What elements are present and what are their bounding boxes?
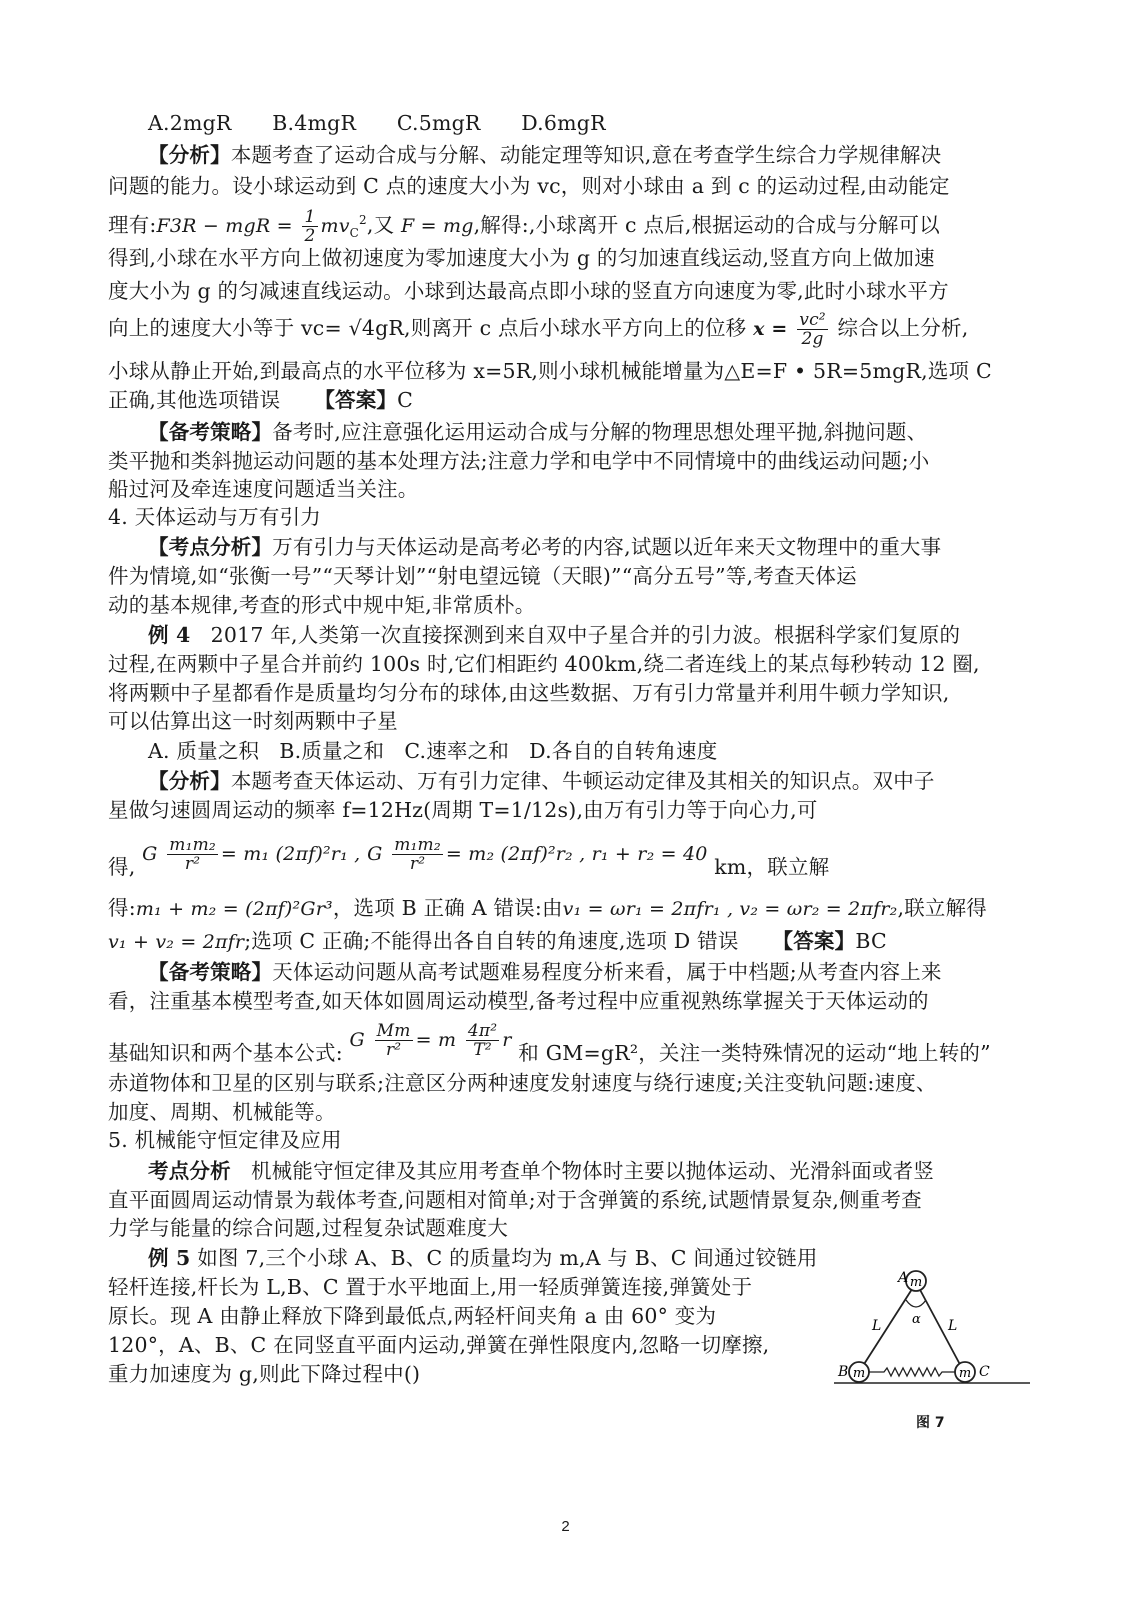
option-a: A.2mgR bbox=[148, 111, 232, 135]
fraction bbox=[375, 1022, 413, 1059]
fraction-numerator: m₁m₂ bbox=[169, 835, 216, 855]
analysis-line bbox=[108, 277, 949, 305]
equation: x = bbox=[753, 318, 788, 340]
analysis-line bbox=[148, 141, 941, 169]
superscript: 2 bbox=[359, 213, 367, 227]
fraction bbox=[797, 311, 828, 348]
equation-line bbox=[108, 835, 830, 879]
equation: G bbox=[142, 843, 158, 865]
answer-value: BC bbox=[855, 929, 887, 953]
analysis-text: 本题考查天体运动、万有引力定律、牛顿运动定律及其相关的知识点。双中子 bbox=[230, 769, 935, 793]
example-line bbox=[108, 1360, 420, 1388]
example-line bbox=[108, 1302, 716, 1330]
analysis-text: ,联立解得 bbox=[897, 896, 988, 920]
fraction bbox=[466, 1022, 499, 1059]
keypoint-line bbox=[108, 562, 857, 590]
strategy-text: 加度、周期、机械能等。 bbox=[108, 1100, 336, 1124]
example-text: 原长。现 A 由静止释放下降到最低点,两轻杆间夹角 a 由 60° 变为 bbox=[108, 1304, 717, 1328]
options-line bbox=[148, 109, 606, 137]
equation-prefix: 得, bbox=[108, 855, 136, 879]
analysis-line bbox=[148, 767, 935, 795]
equation: v₁ + v₂ = 2πfr bbox=[108, 931, 245, 953]
equation: F = mg bbox=[401, 214, 474, 237]
fraction-denominator: r² bbox=[184, 854, 201, 874]
fraction-numerator: 4π² bbox=[467, 1021, 498, 1041]
equation-line bbox=[108, 927, 887, 956]
analysis-equation-line bbox=[108, 206, 940, 247]
fraction-numerator: m₁m₂ bbox=[394, 835, 441, 855]
analysis-line bbox=[108, 244, 935, 272]
section-heading: 4. 天体运动与万有引力 bbox=[108, 505, 321, 529]
equation: mv bbox=[320, 214, 350, 237]
example-text: 120°，A、B、C 在同竖直平面内运动,弹簧在弹性限度内,忽略一切摩擦, bbox=[108, 1333, 770, 1357]
fraction bbox=[167, 836, 218, 873]
equation: m₁ + m₂ = (2πf)²Gr³ bbox=[135, 898, 333, 920]
keypoint-line bbox=[108, 591, 535, 619]
keypoint-tag: 考点分析 bbox=[148, 1159, 231, 1183]
fraction-denominator: r² bbox=[409, 854, 426, 874]
analysis-text: 得到,小球在水平方向上做初速度为零加速度大小为 g 的匀加速直线运动,竖直方向上做加速 bbox=[108, 246, 935, 270]
example-text: 过程,在两颗中子星合并前约 100s 时,它们相距约 400km,绕二者连线上的某点每秒转动 12 圈, bbox=[108, 652, 980, 676]
keypoint-text: 机械能守恒定律及其应用考查单个物体时主要以抛体运动、光滑斜面或者竖 bbox=[250, 1159, 935, 1183]
analysis-line bbox=[108, 796, 818, 824]
equation-line bbox=[108, 894, 987, 923]
keypoint-line bbox=[148, 1157, 934, 1185]
example-tag: 例 5 bbox=[148, 1246, 191, 1270]
equation-suffix: km，联立解 bbox=[714, 855, 830, 879]
analysis-answer-line bbox=[108, 386, 413, 414]
equation: = m₁ (2πf)²r₁ , bbox=[220, 843, 361, 865]
label-rod-left: L bbox=[872, 1318, 882, 1334]
example-text: 轻杆连接,杆长为 L,B、C 置于水平地面上,用一轻质弹簧连接,弹簧处于 bbox=[108, 1275, 753, 1299]
example-tag: 例 4 bbox=[148, 623, 191, 647]
fraction bbox=[392, 836, 443, 873]
example-text: 可以估算出这一时刻两颗中子星 bbox=[108, 709, 398, 733]
keypoint-text: 动的基本规律,考查的形式中规中矩,非常质朴。 bbox=[108, 593, 536, 617]
analysis-text: 理有: bbox=[108, 212, 157, 237]
strategy-formula-line bbox=[108, 1021, 991, 1065]
equation: F3R − mgR = bbox=[156, 214, 293, 237]
analysis-text: 度大小为 g 的匀减速直线运动。小球到达最高点即小球的竖直方向速度为零,此时小球水平方 bbox=[108, 279, 949, 303]
fraction bbox=[302, 208, 317, 245]
figure-7-diagram bbox=[832, 1270, 1032, 1430]
equation: G bbox=[349, 1029, 365, 1051]
fraction-denominator: r² bbox=[385, 1040, 402, 1060]
ball-c-mass: m bbox=[958, 1366, 972, 1381]
answer-value: C bbox=[397, 388, 414, 412]
answer-tag: 【答案】 bbox=[772, 929, 856, 953]
keypoint-text: 件为情境,如“张衡一号”“天琴计划”“射电望远镜（天眼)”“高分五号”等,考查天体运 bbox=[108, 564, 857, 588]
option-b: B.质量之和 bbox=[279, 739, 385, 763]
rod-ab bbox=[859, 1286, 914, 1372]
example-line bbox=[108, 707, 398, 735]
analysis-text: 向上的速度大小等于 vc= √4gR,则离开 c 点后小球水平方向上的位移 bbox=[108, 316, 747, 340]
strategy-text: 天体运动问题从高考试题难易程度分析来看，属于中档题;从考查内容上来 bbox=[272, 960, 942, 984]
keypoint-text: 直平面圆周运动情景为载体考查,问题相对简单;对于含弹簧的系统,试题情景复杂,侧重考查 bbox=[108, 1188, 922, 1212]
ball-a-mass: m bbox=[909, 1275, 923, 1290]
analysis-tag: 【分析】 bbox=[148, 769, 231, 793]
option-c: C.速率之和 bbox=[404, 739, 510, 763]
example-line bbox=[108, 679, 949, 707]
analysis-line bbox=[108, 357, 992, 385]
spring bbox=[868, 1368, 956, 1376]
label-angle: α bbox=[912, 1312, 921, 1327]
example-line bbox=[108, 650, 980, 678]
strategy-text: 看，注重基本模型考查,如天体如圆周运动模型,备考过程中应重视熟练掌握关于天体运动的 bbox=[108, 989, 929, 1013]
analysis-tag: 【分析】 bbox=[148, 143, 231, 167]
example-line bbox=[108, 1273, 752, 1301]
equation-prefix: 得: bbox=[108, 896, 136, 920]
keypoint-line bbox=[108, 1186, 922, 1214]
label-c: C bbox=[979, 1364, 990, 1380]
analysis-text: 综合以上分析, bbox=[837, 316, 969, 340]
strategy-text: 类平抛和类斜抛运动问题的基本处理方法;注意力学和电学中不同情境中的曲线运动问题;小 bbox=[108, 449, 930, 473]
strategy-line bbox=[108, 987, 929, 1015]
example-text: 将两颗中子星都看作是质量均匀分布的球体,由这些数据、万有引力常量并利用牛顿力学知识, bbox=[108, 681, 950, 705]
strategy-line bbox=[148, 958, 942, 986]
analysis-text: 星做匀速圆周运动的频率 f=12Hz(周期 T=1/12s),由万有引力等于向心力,可 bbox=[108, 798, 818, 822]
equation: r bbox=[502, 1029, 512, 1051]
equation: = m₂ (2πf)²r₂ , r₁ + r₂ = 40 bbox=[445, 843, 708, 865]
keypoint-line bbox=[108, 1214, 508, 1242]
label-a: A bbox=[898, 1270, 909, 1286]
strategy-line bbox=[148, 418, 927, 446]
option-d: D.各自的自转角速度 bbox=[529, 739, 718, 763]
equation: = m bbox=[415, 1029, 457, 1051]
example-text: 2017 年,人类第一次直接探测到来自双中子星合并的引力波。根据科学家们复原的 bbox=[210, 623, 961, 647]
strategy-text: 备考时,应注意强化运用运动合成与分解的物理思想处理平抛,斜抛问题、 bbox=[272, 420, 928, 444]
analysis-text: 小球从静止开始,到最高点的水平位移为 x=5R,则小球机械能增量为△E=F • 5R=5mgR,选项 C bbox=[108, 359, 992, 383]
section-heading: 5. 机械能守恒定律及应用 bbox=[108, 1128, 342, 1152]
analysis-text: 本题考查了运动合成与分解、动能定理等知识,意在考查学生综合力学规律解决 bbox=[230, 143, 942, 167]
fraction-numerator: vc² bbox=[799, 310, 826, 330]
analysis-text: 问题的能力。设小球运动到 C 点的速度大小为 vc，则对小球由 a 到 c 的运动过程,由动能定 bbox=[108, 174, 950, 198]
example-text: 重力加速度为 g,则此下降过程中() bbox=[108, 1362, 421, 1386]
fraction-numerator: 1 bbox=[304, 206, 316, 227]
analysis-text: ,又 bbox=[366, 212, 395, 237]
answer-tag: 【答案】 bbox=[314, 388, 398, 412]
keypoint-tag: 【考点分析】 bbox=[148, 535, 273, 559]
option-d: D.6mgR bbox=[521, 111, 606, 135]
analysis-text: 正确,其他选项错误 bbox=[108, 388, 281, 412]
strategy-line bbox=[108, 1098, 336, 1126]
strategy-line bbox=[108, 475, 419, 503]
analysis-text: ;选项 C 正确;不能得出各自自转的角速度,选项 D 错误 bbox=[244, 929, 739, 953]
fraction-numerator: Mm bbox=[376, 1021, 411, 1041]
keypoint-text: 万有引力与天体运动是高考必考的内容,试题以近年来天文物理中的重大事 bbox=[272, 535, 942, 559]
options-line bbox=[148, 737, 717, 765]
fraction-denominator: 2 bbox=[304, 225, 316, 246]
fraction-denominator: T² bbox=[473, 1040, 492, 1060]
example-line bbox=[148, 1244, 818, 1272]
strategy-line bbox=[108, 447, 930, 475]
strategy-text: 赤道物体和卫星的区别与联系;注意区分两种速度发射速度与绕行速度;关注变轨问题:速度、 bbox=[108, 1071, 937, 1095]
example-line bbox=[148, 621, 960, 649]
ball-b-mass: m bbox=[852, 1366, 866, 1381]
option-c: C.5mgR bbox=[396, 111, 481, 135]
example-line bbox=[108, 1331, 769, 1359]
analysis-text: ，选项 B 正确 A 错误:由 bbox=[332, 896, 563, 920]
fraction-denominator: 2g bbox=[801, 329, 824, 349]
analysis-line bbox=[108, 172, 950, 200]
page-number: 2 bbox=[561, 1518, 570, 1535]
equation: G bbox=[367, 843, 383, 865]
option-b: B.4mgR bbox=[272, 111, 357, 135]
strategy-text: 船过河及牵连速度问题适当关注。 bbox=[108, 477, 419, 501]
label-rod-right: L bbox=[948, 1318, 958, 1334]
option-a: A. 质量之积 bbox=[148, 739, 260, 763]
keypoint-line bbox=[148, 533, 941, 561]
figure-caption: 图 7 bbox=[916, 1415, 945, 1431]
keypoint-text: 力学与能量的综合问题,过程复杂试题难度大 bbox=[108, 1216, 509, 1240]
strategy-text: 和 GM=gR²，关注一类特殊情况的运动“地上转的” bbox=[518, 1041, 991, 1065]
strategy-line bbox=[108, 1069, 937, 1097]
subscript: C bbox=[349, 225, 360, 240]
strategy-tag: 【备考策略】 bbox=[148, 420, 273, 444]
analysis-text: ,解得:,小球离开 c 点后,根据运动的合成与分解可以 bbox=[473, 212, 940, 237]
equation: v₁ = ωr₁ = 2πfr₁ , v₂ = ωr₂ = 2πfr₂ bbox=[562, 898, 898, 920]
strategy-tag: 【备考策略】 bbox=[148, 960, 273, 984]
label-b: B bbox=[838, 1364, 849, 1380]
analysis-equation-line bbox=[108, 311, 968, 348]
strategy-text: 基础知识和两个基本公式: bbox=[108, 1041, 343, 1065]
example-text: 如图 7,三个小球 A、B、C 的质量均为 m,A 与 B、C 间通过铰链用 bbox=[197, 1246, 818, 1270]
angle-arc bbox=[906, 1300, 926, 1307]
